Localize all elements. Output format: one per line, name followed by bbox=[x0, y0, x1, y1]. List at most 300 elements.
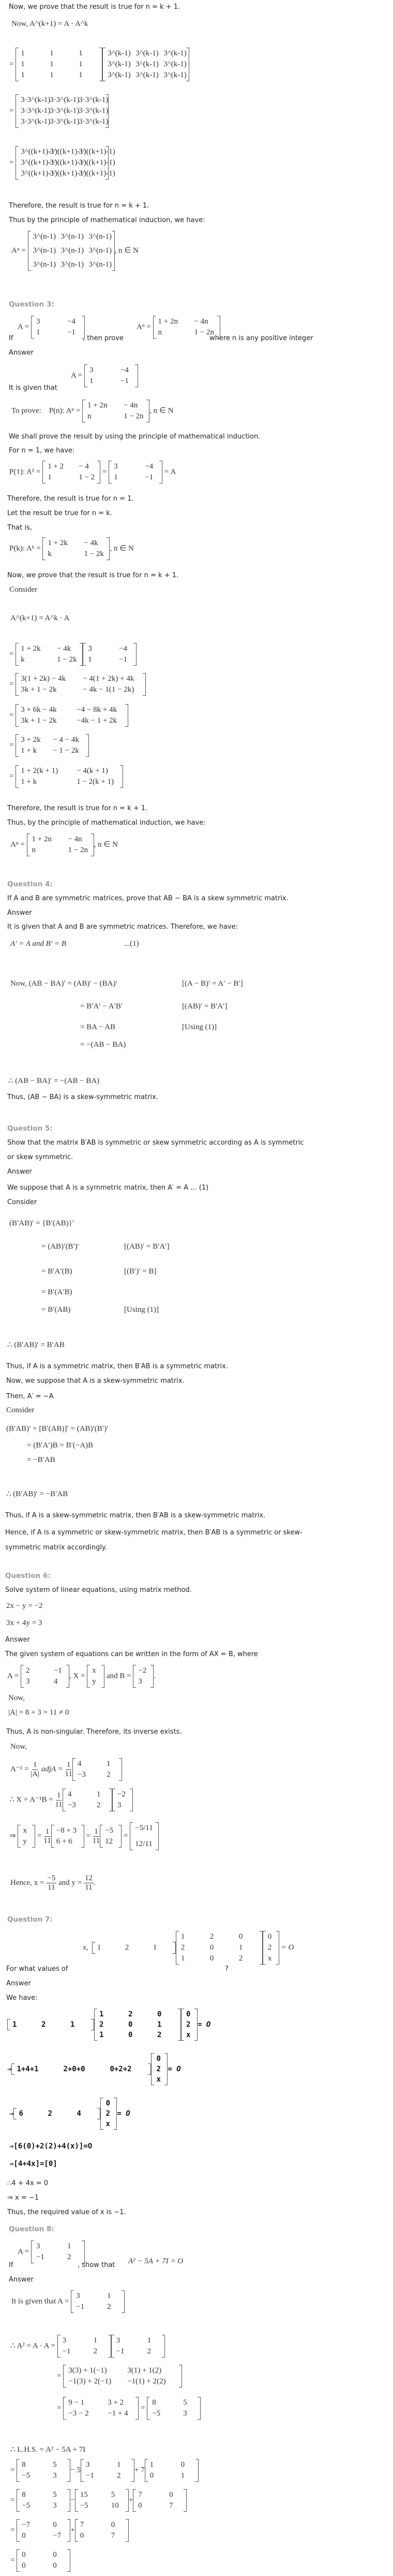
matrix-cell: 5 bbox=[53, 2461, 57, 2469]
matrix-cell: x bbox=[23, 1826, 27, 1835]
matrix-cell: −1 bbox=[85, 2471, 94, 2480]
matrix-cell: 1 bbox=[50, 49, 54, 57]
matrix-cell: 3 bbox=[36, 317, 40, 326]
matrix-cell: 1 bbox=[107, 2292, 111, 2300]
q2-therefore: Therefore, the result is true for n = k + 1. bbox=[9, 202, 149, 210]
matrix-cell: 1 − 2n bbox=[124, 412, 144, 420]
matrix-cell: −8 + 3 bbox=[56, 1826, 77, 1835]
matrix-cell: − 4k bbox=[57, 645, 71, 653]
matrix-cell: 3(3) + 1(−1) bbox=[68, 2366, 107, 2375]
matrix-cell: − 4 − 4k bbox=[53, 736, 79, 744]
matrix-cell: 3^(k-1) bbox=[135, 49, 159, 57]
matrix-cell: 3^((k+1)-1) bbox=[50, 158, 86, 167]
q3-step2: = 3(1 + 2k) − 4k − 4(1 + 2k) + 4k 3k + 1 − 2k − 4k − 1(1 − 2k) bbox=[9, 673, 146, 696]
matrix-cell: 1 + 2k bbox=[21, 645, 41, 653]
q2-step1: = 1 1 1 1 1 1 1 1 1 3^(k-1) 3^(k-1) 3^(k-1) 3^(k-1) 3^(k-1) 3^(k-1) 3^(k-1) 3^(k-1) 3^(k-1) bbox=[9, 48, 189, 81]
matrix-cell: 3 + 2 bbox=[108, 2398, 124, 2407]
q8-square: ∴ A² = A · A = 3 1 −1 2 3 1 −1 2 bbox=[10, 2335, 165, 2358]
q3-true-k1: Therefore, the result is true for n = k + 1. bbox=[7, 804, 148, 812]
matrix-cell: 1 bbox=[36, 328, 40, 336]
matrix-cell: 2 bbox=[41, 2021, 46, 2029]
q2-prove-k1: Now, we prove that the result is true for n = k + 1. bbox=[9, 3, 180, 11]
matrix-cell: 2 bbox=[106, 1770, 111, 1779]
matrix-cell: −5 bbox=[22, 2471, 31, 2480]
matrix bbox=[16, 94, 109, 128]
matrix-cell: 0 bbox=[149, 2471, 154, 2480]
q7-step6: ∴4 + 4x = 0 bbox=[7, 2179, 49, 2187]
q5-suppose-skew: Now, we suppose that A is a skew-symmetric matrix. bbox=[6, 1377, 185, 1385]
matrix-cell: 3·3^(k-1) bbox=[21, 96, 51, 104]
matrix-cell: 7 bbox=[138, 2491, 142, 2499]
matrix bbox=[16, 146, 115, 180]
matrix-cell: 1 − 2k bbox=[84, 550, 104, 558]
matrix-cell: −2 bbox=[138, 1666, 147, 1675]
matrix-cell: 3·3^(k-1) bbox=[50, 118, 80, 126]
q5-sym-reason2: [(B′)′ = B] bbox=[124, 1267, 157, 1276]
q6-question: Solve system of linear equations, using matrix method. bbox=[5, 1586, 192, 1594]
matrix-cell: − 4k bbox=[84, 539, 98, 547]
matrix-cell: x bbox=[267, 1954, 272, 1963]
matrix-cell: n bbox=[87, 412, 92, 420]
matrix-cell: 3^(n-1) bbox=[33, 260, 56, 269]
matrix-cell: 3^(k-1) bbox=[108, 71, 131, 79]
q6-now2: Now, bbox=[10, 1743, 27, 1751]
matrix-cell: n bbox=[32, 846, 36, 854]
matrix bbox=[28, 231, 115, 271]
matrix-cell: −2 bbox=[117, 1790, 126, 1798]
matrix-cell: 4 bbox=[77, 2110, 81, 2118]
q3-then-prove: , then prove bbox=[83, 334, 124, 342]
q3-for-n1: For n = 1, we have: bbox=[9, 447, 75, 455]
matrix-cell: 2 bbox=[157, 2031, 162, 2039]
q8-goal: A² − 5A + 7I = O bbox=[128, 2257, 184, 2265]
q8-square-step3: = 9 − 1 3 + 2 −3 − 2 −1 + 4 = 8 5 −5 3 bbox=[57, 2397, 201, 2420]
q5-thus-skew: Thus, if A is a skew-symmetric matrix, then B′AB is a skew-symmetric matrix. bbox=[5, 1512, 266, 1519]
matrix-cell: 3^(k-1) bbox=[135, 71, 159, 79]
q8-given: It is given that A = 3 1 −1 2 bbox=[11, 2290, 125, 2313]
matrix-cell: 6 + 6 bbox=[56, 1837, 72, 1846]
matrix-cell: 9 − 1 bbox=[68, 2398, 85, 2407]
q5-thus-sym: Thus, if A is a symmetric matrix, then B′AB is a symmetric matrix. bbox=[6, 1363, 228, 1370]
q8-lhs-step4: = 0 0 0 0 bbox=[10, 2549, 70, 2572]
q6-X-solve: ∴ X = A⁻¹B = $\frac{1}{11}$ 4 1 −3 2 −2 3 bbox=[9, 1789, 133, 1811]
matrix-cell: 3·3^(k-1) bbox=[50, 107, 80, 115]
matrix-cell: 1 bbox=[114, 473, 118, 481]
matrix-cell: 12/11 bbox=[135, 1840, 153, 1848]
matrix-cell: 1 bbox=[147, 2336, 152, 2345]
matrix-cell: 2 bbox=[105, 2110, 110, 2118]
matrix-cell: 3 bbox=[183, 2409, 187, 2418]
q7-qmark: ? bbox=[225, 1965, 229, 1973]
matrix-cell: 2 bbox=[48, 2110, 52, 2118]
q7-step1: 1 2 1 1 2 0 2 0 1 1 0 2 0 2 x = O bbox=[7, 2009, 210, 2041]
q7-step5: ⇒[4+4x]=[0] bbox=[9, 2160, 57, 2168]
matrix-cell: 2 bbox=[107, 2303, 111, 2311]
matrix-cell: 2 bbox=[99, 2021, 104, 2029]
matrix-cell: 2 bbox=[186, 2021, 191, 2029]
matrix-cell: 2 bbox=[267, 1943, 272, 1952]
matrix-cell: 1 bbox=[153, 1943, 157, 1952]
matrix-cell: 3^((k+1)-1) bbox=[79, 169, 115, 178]
matrix-cell: 4 bbox=[77, 1760, 82, 1768]
matrix-cell: −5 bbox=[80, 2501, 88, 2510]
matrix-cell: 1 bbox=[70, 2021, 75, 2029]
q2-step2: = 3·3^(k-1) 3·3^(k-1) 3·3^(k-1) 3·3^(k-1) 3·3^(k-1) 3·3^(k-1) 3·3^(k-1) 3·3^(k-1) 3·3^(k-1) bbox=[9, 94, 109, 128]
matrix-cell: −7 bbox=[53, 2531, 62, 2540]
matrix-cell: − 4n bbox=[124, 401, 138, 409]
matrix-cell: k bbox=[48, 550, 52, 558]
matrix-cell: −1 bbox=[67, 328, 75, 336]
matrix-cell: 3 bbox=[114, 462, 118, 471]
matrix-cell: 8 bbox=[22, 2461, 26, 2469]
matrix-cell: −1 bbox=[53, 1666, 62, 1675]
q5-question-l2: or skew symmetric. bbox=[7, 1153, 73, 1161]
matrix-cell: 1 − 2(k + 1) bbox=[77, 778, 114, 786]
matrix-cell: 1 bbox=[21, 71, 25, 79]
matrix-cell: 2+0+0 bbox=[63, 2065, 85, 2073]
matrix-cell: 5 bbox=[183, 2398, 187, 2407]
q4-reason1: [(AB)′ = B′A′] bbox=[182, 1002, 228, 1011]
matrix-cell: 3(1 + 2k) − 4k bbox=[21, 675, 66, 683]
matrix-cell: 1 + 2n bbox=[87, 401, 108, 409]
q8-answer: Answer bbox=[9, 2276, 34, 2284]
matrix-cell: −1 bbox=[62, 2347, 71, 2355]
matrix-cell: 3^((k+1)-1) bbox=[79, 158, 115, 167]
matrix-cell: −1 bbox=[145, 473, 154, 481]
q3-heading: Question 3: bbox=[9, 300, 54, 309]
matrix-cell: 3 bbox=[117, 1801, 122, 1809]
matrix-cell: 4 bbox=[67, 1790, 72, 1798]
matrix-cell: 0 bbox=[157, 2010, 162, 2018]
matrix-cell: −4 bbox=[145, 462, 154, 471]
matrix-cell: 1 bbox=[88, 655, 92, 664]
matrix-cell: 1 + 2(k + 1) bbox=[21, 767, 58, 775]
matrix-cell: 2 bbox=[67, 2253, 71, 2261]
matrix-cell: 0 bbox=[22, 2551, 26, 2559]
q3-let-k: Let the result be true for n = k. bbox=[7, 509, 112, 517]
matrix-cell: 0 bbox=[209, 1954, 214, 1963]
matrix-cell: − 4n bbox=[68, 835, 82, 843]
q4-given: It is given that A and B are symmetric matrices. Therefore, we have: bbox=[7, 923, 238, 931]
matrix-cell: 1 bbox=[97, 1943, 101, 1952]
matrix-cell: 1 + 2n bbox=[32, 835, 52, 843]
matrix-cell: 1 bbox=[93, 2336, 98, 2345]
matrix-cell: 1 bbox=[180, 1954, 185, 1963]
q8-lhs-step2: = 8 5 −5 3 − 15 5 −5 10 + 7 0 0 7 bbox=[10, 2489, 187, 2512]
matrix-cell: 1 bbox=[12, 2021, 17, 2029]
matrix-cell: 8 bbox=[22, 2491, 26, 2499]
matrix-cell: 3^((k+1)-1) bbox=[21, 148, 57, 156]
q8-heading: Question 8: bbox=[9, 2225, 54, 2233]
matrix-cell: 3^(n-1) bbox=[61, 232, 84, 241]
matrix-cell: 0 bbox=[128, 2021, 133, 2029]
q3-that-is: That is, bbox=[7, 524, 32, 532]
q6-hence: Hence, x = $\frac{-5}{11}$ and y = $\frac{12}{11}$ . bbox=[10, 1874, 96, 1892]
matrix-cell: x bbox=[92, 1666, 96, 1675]
matrix-cell: 0 bbox=[138, 2501, 142, 2510]
matrix-cell: x bbox=[105, 2120, 110, 2128]
matrix-cell: 3^((k+1)-1) bbox=[79, 148, 115, 156]
q6-heading: Question 6: bbox=[5, 1572, 51, 1580]
q3-matrix-An: Aⁿ = 1 + 2n − 4n n 1 − 2n bbox=[137, 316, 220, 339]
q8-lhs-step1: = 8 5 −5 3 − 5 3 1 −1 2 + 7 1 0 0 1 bbox=[10, 2459, 199, 2482]
q4-question: If A and B are symmetric matrices, prove that AB − BA is a skew symmetric matrix. bbox=[7, 895, 289, 902]
matrix-cell: − 1 − 2k bbox=[53, 747, 79, 755]
matrix-cell: 3 bbox=[88, 645, 92, 653]
q4-therefore: ∴ (AB − BA)′ = −(AB − BA) bbox=[8, 1077, 100, 1085]
q6-form: The given system of equations can be written in the form of AX = B, where bbox=[5, 1650, 258, 1658]
matrix-cell: 1 bbox=[106, 1760, 111, 1768]
matrix-cell: 3^((k+1)-1) bbox=[21, 169, 57, 178]
matrix-cell: 3·3^(k-1) bbox=[21, 107, 51, 115]
matrix-cell: 1 bbox=[21, 49, 25, 57]
q3-given: It is given that bbox=[9, 384, 57, 392]
q3-step5: = 1 + 2(k + 1) − 4(k + 1) 1 + k 1 − 2(k + 1) bbox=[9, 765, 123, 788]
matrix-cell: 3^(n-1) bbox=[88, 232, 112, 241]
matrix-cell: −4 − 8k + 4k bbox=[77, 706, 117, 714]
matrix-cell: y bbox=[23, 1837, 27, 1846]
matrix-cell: 1 bbox=[79, 49, 83, 57]
q4-reason2: [Using (1)] bbox=[182, 1023, 217, 1031]
matrix-cell: 1 bbox=[79, 71, 83, 79]
q5-sym-step0: (B′AB)′ = {B′(AB)}′ bbox=[9, 1219, 74, 1227]
q7-step7: ⇒ x = −1 bbox=[7, 2194, 39, 2202]
q5-question-l1: Show that the matrix B′AB is symmetric or skew symmetric according as A is symmetric bbox=[7, 1139, 304, 1147]
q3-shall: We shall prove the result by using the principle of mathematical induction. bbox=[9, 433, 261, 441]
q4-eq1: A′ = A and B′ = B bbox=[10, 940, 66, 948]
q6-eq2: 3x + 4y = 3 bbox=[6, 1619, 42, 1627]
q8-matrix-A: A = 3 1 −1 2 bbox=[18, 2241, 85, 2263]
matrix-cell: 2 bbox=[93, 2347, 98, 2355]
q7-heading: Question 7: bbox=[7, 1915, 53, 1924]
q8-square-step2: = 3(3) + 1(−1) 3(1) + 1(2) −1(3) + 2(−1) −1(1) + 2(2) bbox=[57, 2365, 182, 2388]
q5-sym-reason4: [Using (1)] bbox=[124, 1306, 159, 1314]
matrix-cell: 3^(k-1) bbox=[163, 71, 187, 79]
matrix-cell: 3 bbox=[25, 1677, 30, 1686]
matrix-cell: 3^(k-1) bbox=[163, 49, 187, 57]
q5-heading: Question 5: bbox=[7, 1124, 53, 1133]
q5-sym-reason1: [(AB)′ = B′A′] bbox=[124, 1242, 170, 1251]
q8-show: , show that bbox=[78, 2261, 115, 2269]
matrix-cell: 8 bbox=[152, 2398, 156, 2407]
q3-to-prove: To prove: P(n): Aⁿ = 1 + 2n − 4n n 1 − 2n , n ∈ N bbox=[11, 400, 174, 422]
q8-lhs-step3: = −7 0 0 −7 + 7 0 0 7 bbox=[10, 2519, 129, 2542]
matrix-cell: 0 bbox=[53, 2521, 57, 2529]
matrix-cell: − 4(1 + 2k) + 4k bbox=[83, 675, 134, 683]
q5-skew-step1: = (B′A′)B = B′(−A)B bbox=[27, 1441, 94, 1450]
q7-step2: ⇒ 1+4+1 2+0+0 0+2+2 0 2 x = O bbox=[7, 2053, 181, 2085]
matrix-cell: 0 bbox=[267, 1933, 272, 1941]
matrix-cell: 3 bbox=[53, 2471, 57, 2480]
matrix-cell: 3 bbox=[53, 2501, 57, 2510]
matrix-cell: 3·3^(k-1) bbox=[79, 107, 109, 115]
q3-consider: Consider bbox=[9, 586, 38, 594]
matrix-cell: 1 bbox=[99, 2010, 104, 2018]
matrix-cell: 1 bbox=[50, 60, 54, 68]
matrix-cell: 2 bbox=[209, 1933, 214, 1941]
q3-step4: = 3 + 2k − 4 − 4k 1 + k − 1 − 2k bbox=[9, 734, 89, 757]
matrix-cell: −5 bbox=[22, 2501, 31, 2510]
q7-question-eq: x, 1 2 1 1 2 0 2 0 1 1 0 2 0 2 x = O bbox=[83, 1931, 294, 1965]
q6-eq1: 2x − y = −2 bbox=[6, 1602, 43, 1610]
q5-therefore-skew: ∴ (B′AB)′ = −B′AB bbox=[6, 1490, 68, 1498]
q8-if: If bbox=[9, 2261, 13, 2269]
matrix-cell: 3^(k-1) bbox=[163, 60, 187, 68]
matrix-cell: 1+4+1 bbox=[17, 2065, 39, 2073]
matrix-cell: 3^(k-1) bbox=[108, 49, 131, 57]
matrix-cell: 1 bbox=[99, 2031, 104, 2039]
matrix-cell: −1 bbox=[36, 2253, 44, 2261]
matrix-cell: −1 bbox=[119, 655, 128, 664]
matrix-cell: − 4(k + 1) bbox=[77, 767, 108, 775]
q2-thus: Thus by the principle of mathematical induction, we have: bbox=[9, 216, 205, 224]
matrix-cell: 0 bbox=[53, 2551, 57, 2559]
q3-P1: P(1): A¹ = 1 + 2 − 4 1 1 − 2 = 3 −4 1 −1 = A bbox=[9, 461, 176, 484]
matrix-cell: y bbox=[92, 1677, 96, 1686]
q3-prove-k1: Now, we prove that the result is true for n = k + 1. bbox=[7, 572, 179, 579]
matrix-cell: 1 bbox=[50, 71, 54, 79]
q6-det: |A| = 8 + 3 = 11 ≠ 0 bbox=[8, 1708, 69, 1717]
q5-hence-l1: Hence, if A is a symmetric or skew-symmetric matrix, then B′AB is a symmetric or skew- bbox=[5, 1529, 303, 1536]
matrix-cell: 3^((k+1)-1) bbox=[50, 169, 86, 178]
matrix-cell: 1 − 2 bbox=[79, 473, 95, 481]
matrix-cell: x bbox=[156, 2075, 161, 2084]
matrix-cell: 7 bbox=[111, 2531, 115, 2540]
matrix-cell: 1 − 2n bbox=[68, 846, 88, 854]
matrix-cell: 1 + 2k bbox=[48, 539, 68, 547]
q3-step1: = 1 + 2k − 4k k 1 − 2k 3 −4 1 −1 bbox=[9, 643, 137, 666]
matrix-cell: 3 bbox=[116, 2336, 120, 2345]
matrix-cell: 1 bbox=[238, 1943, 243, 1952]
matrix-cell: 2 bbox=[96, 1801, 101, 1809]
matrix-cell: −3 − 2 bbox=[68, 2409, 89, 2418]
q5-answer: Answer bbox=[7, 1168, 32, 1176]
matrix-cell: 1 − 2k bbox=[57, 655, 77, 664]
matrix-cell: 2 bbox=[180, 1943, 185, 1952]
q5-skew-step2: = −B′AB bbox=[27, 1456, 55, 1464]
matrix-cell: k bbox=[21, 655, 25, 664]
matrix-cell: 3 + 6k − 4k bbox=[21, 706, 57, 714]
matrix-cell: 3^(n-1) bbox=[61, 246, 84, 255]
matrix-cell: 0 bbox=[169, 2491, 173, 2499]
q7-step4: ⇒[6(0)+2(2)+4(x)]=O bbox=[9, 2142, 93, 2150]
matrix-cell: −3 bbox=[77, 1770, 86, 1779]
q5-sym-step2: = B′A′(B) bbox=[41, 1267, 72, 1276]
q7-conclusion: Thus, the required value of x is −1. bbox=[7, 2208, 126, 2216]
matrix-cell: 2 bbox=[156, 2065, 161, 2073]
matrix-cell: 2 bbox=[238, 1954, 243, 1963]
matrix-cell: 1 bbox=[149, 2461, 154, 2469]
matrix-cell: −7 bbox=[22, 2521, 31, 2529]
matrix-cell: 1 + 2n bbox=[158, 317, 178, 326]
q5-sym-step1: = (AB)′(B′)′ bbox=[41, 1242, 79, 1251]
q5-consider2: Consider bbox=[6, 1406, 35, 1414]
matrix-cell: 3^(n-1) bbox=[88, 260, 112, 269]
matrix-cell: 1 bbox=[89, 377, 94, 385]
matrix-cell: −4 bbox=[119, 645, 128, 653]
matrix-cell: −1 bbox=[76, 2303, 85, 2311]
matrix-cell: −4 bbox=[67, 317, 75, 326]
matrix-cell: 1 + 2 bbox=[48, 462, 64, 471]
matrix-cell: −1 + 4 bbox=[108, 2409, 128, 2418]
matrix-cell: 3^(n-1) bbox=[61, 260, 84, 269]
matrix-cell: 1 bbox=[79, 60, 83, 68]
q6-nonsingular: Thus, A is non-singular. Therefore, its inverse exists. bbox=[6, 1728, 182, 1736]
q5-skew-step0: (B′AB)′ = [B′(AB)]′ = (AB)′(B′)′ bbox=[6, 1425, 109, 1433]
matrix-cell: 1 bbox=[21, 60, 25, 68]
matrix-cell: 0 bbox=[80, 2531, 84, 2540]
matrix-cell: 1 bbox=[96, 1790, 101, 1798]
matrix-cell: −1 bbox=[116, 2347, 125, 2355]
matrix-cell: 4 bbox=[53, 1677, 58, 1686]
matrix-cell: 0 bbox=[53, 2562, 57, 2570]
matrix-cell: 2 bbox=[147, 2347, 152, 2355]
q3-step3: = 3 + 6k − 4k −4 − 8k + 4k 3k + 1 − 2k −4k − 1 + 2k bbox=[9, 704, 128, 727]
matrix-cell: 3k + 1 − 2k bbox=[21, 685, 57, 694]
q4-eq1-tag: ...(1) bbox=[124, 940, 139, 948]
q4-step2: = BA − AB bbox=[80, 1023, 116, 1031]
matrix-cell: 0 bbox=[238, 1933, 243, 1941]
q4-conclusion: Thus, (AB − BA) is a skew-symmetric matrix. bbox=[7, 1093, 158, 1101]
matrix-cell: 1 + k bbox=[21, 747, 37, 755]
q6-matrices: A = 2 −1 3 4 , X = x y and B = −2 3 . bbox=[7, 1665, 156, 1688]
matrix-cell: 3^((k+1)-1) bbox=[50, 148, 86, 156]
matrix bbox=[102, 48, 189, 81]
q3-if: If bbox=[9, 334, 13, 342]
matrix-cell: 1 − 2n bbox=[194, 328, 214, 336]
matrix-cell: 3^(k-1) bbox=[135, 60, 159, 68]
matrix-cell: 0 bbox=[22, 2562, 26, 2570]
matrix-cell: 7 bbox=[80, 2521, 84, 2529]
q3-final: Aⁿ = 1 + 2n − 4n n 1 − 2n , n ∈ N bbox=[10, 833, 118, 856]
matrix-cell: − 4k − 1(1 − 2k) bbox=[83, 685, 134, 694]
matrix-cell: 3 bbox=[62, 2336, 67, 2345]
matrix-cell: 0 bbox=[209, 1943, 214, 1952]
matrix-cell: 3 bbox=[85, 2461, 90, 2469]
matrix-cell: 1 bbox=[180, 1933, 185, 1941]
q7-for-what: For what values of bbox=[6, 1965, 68, 1973]
matrix-cell: 12 bbox=[105, 1837, 113, 1846]
matrix-cell: 3·3^(k-1) bbox=[21, 118, 51, 126]
matrix-cell: 1 bbox=[48, 473, 52, 481]
matrix-cell: −4 bbox=[120, 366, 129, 374]
matrix-cell: −5 bbox=[152, 2409, 161, 2418]
q6-answer: Answer bbox=[5, 1636, 30, 1644]
matrix-cell: 3·3^(k-1) bbox=[79, 96, 109, 104]
matrix-cell: n bbox=[158, 328, 162, 336]
matrix-cell: 0 bbox=[22, 2531, 26, 2540]
q5-therefore-sym: ∴ (B′AB)′ = B′AB bbox=[7, 1341, 65, 1349]
q4-step0: Now, (AB − BA)′ = (AB)′ − (BA)′ bbox=[10, 979, 117, 988]
q4-step3: = −(AB − BA) bbox=[80, 1041, 126, 1049]
q3-Ak1: A^(k+1) = A^k · A bbox=[10, 614, 70, 622]
matrix-cell: − 4n bbox=[194, 317, 208, 326]
matrix-cell: 3^((k+1)-1) bbox=[21, 158, 57, 167]
matrix-cell: 1 bbox=[180, 2471, 185, 2480]
matrix-cell: 0+2+2 bbox=[110, 2065, 132, 2073]
q3-Pk: P(k): Aᵏ = 1 + 2k − 4k k 1 − 2k , n ∈ N bbox=[9, 537, 134, 560]
matrix-cell: 1 bbox=[67, 2242, 71, 2250]
matrix-cell: 1 bbox=[116, 2461, 121, 2469]
q3-answer: Answer bbox=[9, 349, 34, 357]
matrix-cell: 0 bbox=[128, 2031, 133, 2039]
matrix-cell: −1 bbox=[120, 377, 129, 385]
q7-step3: ⇒ 6 2 4 0 2 x = O bbox=[9, 2098, 130, 2130]
q4-answer: Answer bbox=[7, 909, 32, 917]
matrix-cell: 3(1) + 1(2) bbox=[127, 2366, 162, 2375]
q6-inverse: A⁻¹ = $\frac{1}{|A|}$ adjA = $\frac{1}{11}$ 4 1 −3 2 bbox=[10, 1758, 122, 1781]
q5-sym-step4: = B′(AB) bbox=[41, 1306, 71, 1314]
